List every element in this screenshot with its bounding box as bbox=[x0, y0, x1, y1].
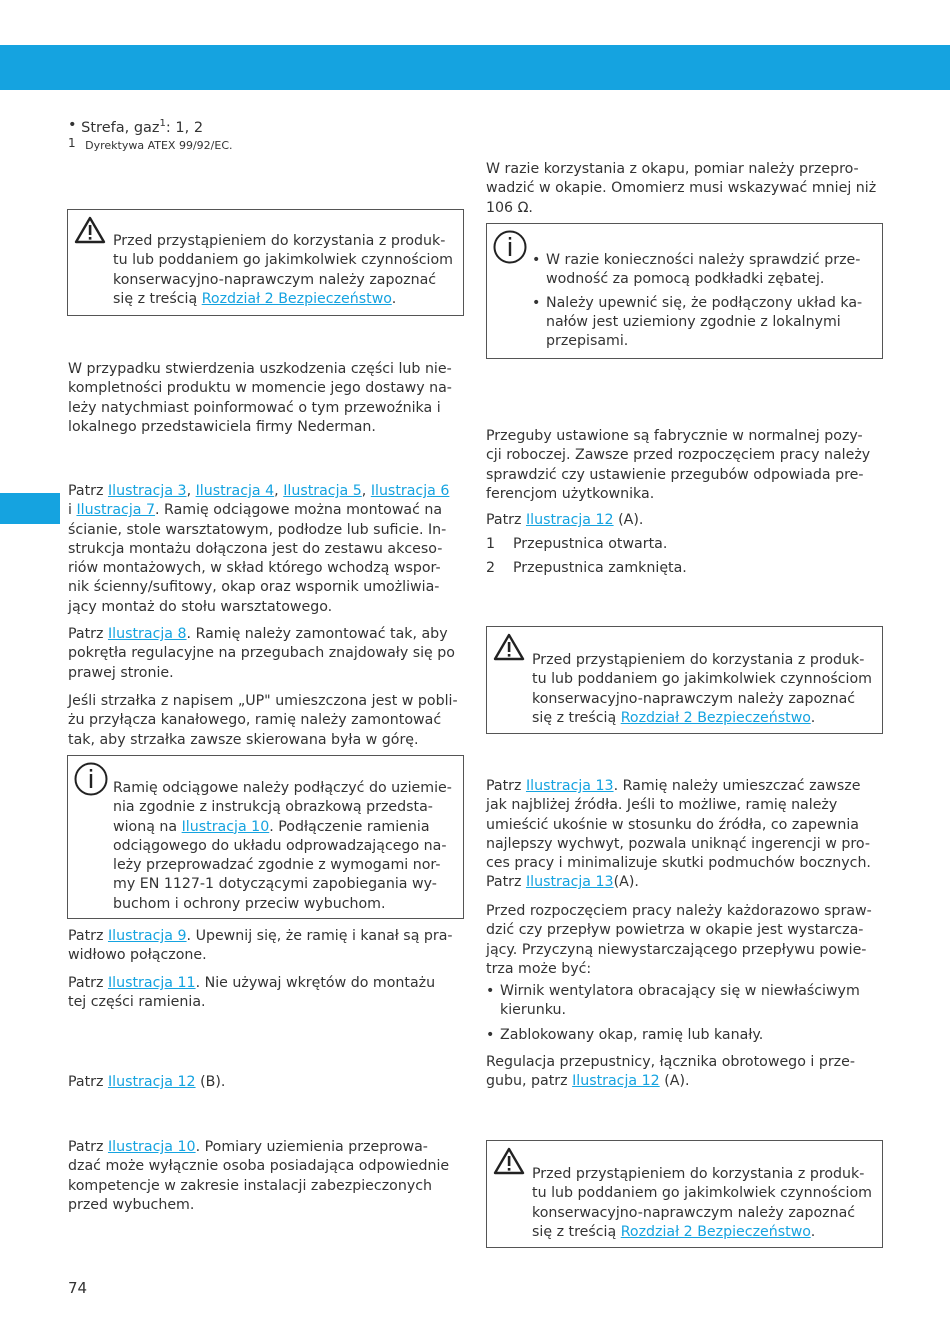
illustration-13-link[interactable]: Ilustracja 13 bbox=[525, 874, 614, 891]
strefa-label: Strefa, gaz bbox=[81, 119, 160, 136]
illustration-5-link[interactable]: Ilustracja 5 bbox=[283, 483, 362, 499]
placement-paragraph: Patrz Ilustracja 13. Ramię należy umieszczać zawsze jak najbliżej źródła. Jeśli to możliwe, ramię należy umieścić ukośnie w stosunku do źródła, co zapewnia najlepszy wychwyt, pozwala uniknąć ingerencji w pro- ces pracy i minimalizuje skutki podmuchów bocznych. Patrz Ilustracja 13(A). bbox=[486, 778, 871, 891]
illustration-3-link[interactable]: Ilustracja 3 bbox=[107, 483, 187, 499]
illustration-9-paragraph: Patrz Ilustracja 9. Upewnij się, że ramię i kanał są pra- widłowo połączone. bbox=[68, 928, 453, 964]
info-box: Ramię odciągowe należy podłączyć do uziemie- nia zgodnie z instrukcją obrazkową przedsta- wioną na Ilustracja 10. Podłączenie ramienia odciągowego do układu odprowadzającego na- leży przeprowadzać zgodnie z wymogami nor- my EN 1127-1 dotyczącymi zapobiegania wy- buchom i ochrony przeciw wybuchom. bbox=[67, 755, 464, 919]
illustration-13-link[interactable]: Ilustracja 13 bbox=[525, 778, 614, 794]
warning-box: Przed przystąpieniem do korzystania z produk- tu lub poddaniem go jakimkolwiek czynnościom konserwacyjno-naprawczym należy zapoznać się z treścią Rozdział 2 Bezpieczeństwo. bbox=[67, 209, 464, 316]
safety-chapter-link[interactable]: Rozdział 2 Bezpieczeństwo bbox=[620, 1223, 811, 1240]
illustration-11-link[interactable]: Ilustracja 11 bbox=[107, 975, 196, 991]
illustration-12-link[interactable]: Ilustracja 12 bbox=[572, 1073, 660, 1090]
warning-box: Przed przystąpieniem do korzystania z produk- tu lub poddaniem go jakimkolwiek czynnościom konserwacyjno-naprawczym należy zapoznać się z treścią Rozdział 2 Bezpieczeństwo. bbox=[486, 626, 883, 734]
illustration-10-link[interactable]: Ilustracja 10 bbox=[107, 1139, 196, 1155]
hood-paragraph: W razie korzystania z okapu, pomiar należy przepro- wadzić w okapie. Omomierz musi wskazywać mniej niż 106 Ω. bbox=[486, 161, 877, 216]
illustration-12a-paragraph: Patrz Ilustracja 12 (A). bbox=[486, 512, 644, 528]
up-arrow-paragraph: Jeśli strzałka z napisem „UP" umieszczona jest w pobli- żu przyłącza kanałowego, ramię należy zamontować tak, aby strzałka zawsze skierowana była w górę. bbox=[68, 693, 458, 748]
damper-list bbox=[486, 535, 886, 585]
chapter-tab bbox=[0, 493, 60, 524]
strefa-item: • Strefa, gaz$^1$: 1, 2 bbox=[68, 116, 204, 136]
list-item: • Zablokowany okap, ramię lub kanały. bbox=[486, 1026, 886, 1045]
illustration-11-paragraph: Patrz Ilustracja 11. Nie używaj wkrętów do montażu tej części ramienia. bbox=[68, 975, 436, 1011]
illustration-9-link[interactable]: Ilustracja 9 bbox=[107, 928, 187, 944]
causes-list bbox=[486, 982, 886, 1045]
regulation-paragraph: Regulacja przepustnicy, łącznika obrotowego i prze- gubu, patrz Ilustracja 12 (A). bbox=[486, 1054, 855, 1090]
illustration-12b-paragraph: Patrz Ilustracja 12 (B). bbox=[68, 1074, 226, 1090]
illustration-6-link[interactable]: Ilustracja 6 bbox=[370, 483, 450, 499]
damage-paragraph: W przypadku stwierdzenia uszkodzenia części lub nie- kompletności produktu w momencie jego dostawy na- leży natychmiast poinformować o tym przewoźnika i lokalnego przedstawiciela firmy Nederman. bbox=[68, 361, 452, 435]
page-number: 74 bbox=[68, 1279, 88, 1297]
warning-icon bbox=[74, 216, 106, 244]
list-item: 2 Przepustnica zamknięta. bbox=[486, 560, 687, 576]
warning-icon bbox=[493, 633, 525, 661]
list-item: 1 Przepustnica otwarta. bbox=[486, 536, 668, 552]
info-box: • W razie konieczności należy sprawdzić prze- wodność za pomocą podkładki zębatej. • Należy upewnić się, że podłączony układ ka- nałów jest uziemiony zgodnie z lokalnymi przepisami. bbox=[486, 223, 883, 359]
airflow-paragraph: Przed rozpoczęciem pracy należy każdorazowo spraw- dzić czy przepływ powietrza w okapie jest wystarcza- jący. Przyczyną niewystarczającego przepływu powie- trza może być: bbox=[486, 903, 872, 977]
illustration-8-paragraph: Patrz Ilustracja 8. Ramię należy zamontować tak, aby pokrętła regulacyjne na przegubach znajdowały się po prawej stronie. bbox=[68, 626, 455, 681]
info-icon bbox=[493, 230, 527, 264]
illustration-7-link[interactable]: Ilustracja 7 bbox=[76, 502, 156, 519]
illustration-4-link[interactable]: Ilustracja 4 bbox=[195, 483, 275, 499]
header-bar bbox=[0, 45, 950, 90]
mounting-paragraph: Patrz Ilustracja 3, Ilustracja 4, Ilustracja 5, Ilustracja 6 i Ilustracja 7. Ramię odciągowe można montować na ścianie, stole warsztatowym, podłodze lub suficie. In- strukcja montażu dołączona jest do zestawu akceso- riów montażowych, w skład którego wchodzą wspor- nik ścienny/sufitowy, okap oraz wspornik umożliwia- jący montaż do stołu warsztatowego. bbox=[68, 483, 450, 615]
list-item: • Wirnik wentylatora obracający się w niewłaściwym kierunku. bbox=[486, 982, 886, 1021]
warning-icon bbox=[493, 1147, 525, 1175]
illustration-12-link[interactable]: Ilustracja 12 bbox=[525, 512, 614, 528]
info-icon bbox=[74, 762, 108, 796]
safety-chapter-link[interactable]: Rozdział 2 Bezpieczeństwo bbox=[201, 290, 392, 307]
warning-box: Przed przystąpieniem do korzystania z produk- tu lub poddaniem go jakimkolwiek czynnościom konserwacyjno-naprawczym należy zapoznać się z treścią Rozdział 2 Bezpieczeństwo. bbox=[486, 1140, 883, 1248]
footnote: 1 Dyrektywa ATEX 99/92/EC. bbox=[68, 136, 233, 152]
illustration-8-link[interactable]: Ilustracja 8 bbox=[107, 626, 187, 642]
illustration-10-link[interactable]: Ilustracja 10 bbox=[181, 818, 270, 835]
joints-paragraph: Przeguby ustawione są fabrycznie w normalnej pozy- cji roboczej. Zawsze przed rozpoczęciem pracy należy sprawdzić czy ustawienie przegubów odpowiada pre- ferencjom użytkownika. bbox=[486, 428, 871, 502]
safety-chapter-link[interactable]: Rozdział 2 Bezpieczeństwo bbox=[620, 709, 811, 726]
grounding-paragraph: Patrz Ilustracja 10. Pomiary uziemienia przeprowa- dzać może wyłącznie osoba posiadająca odpowiednie kompetencje w zakresie instalacji zabezpieczonych przed wybuchem. bbox=[68, 1139, 450, 1213]
illustration-12-link[interactable]: Ilustracja 12 bbox=[107, 1074, 196, 1090]
